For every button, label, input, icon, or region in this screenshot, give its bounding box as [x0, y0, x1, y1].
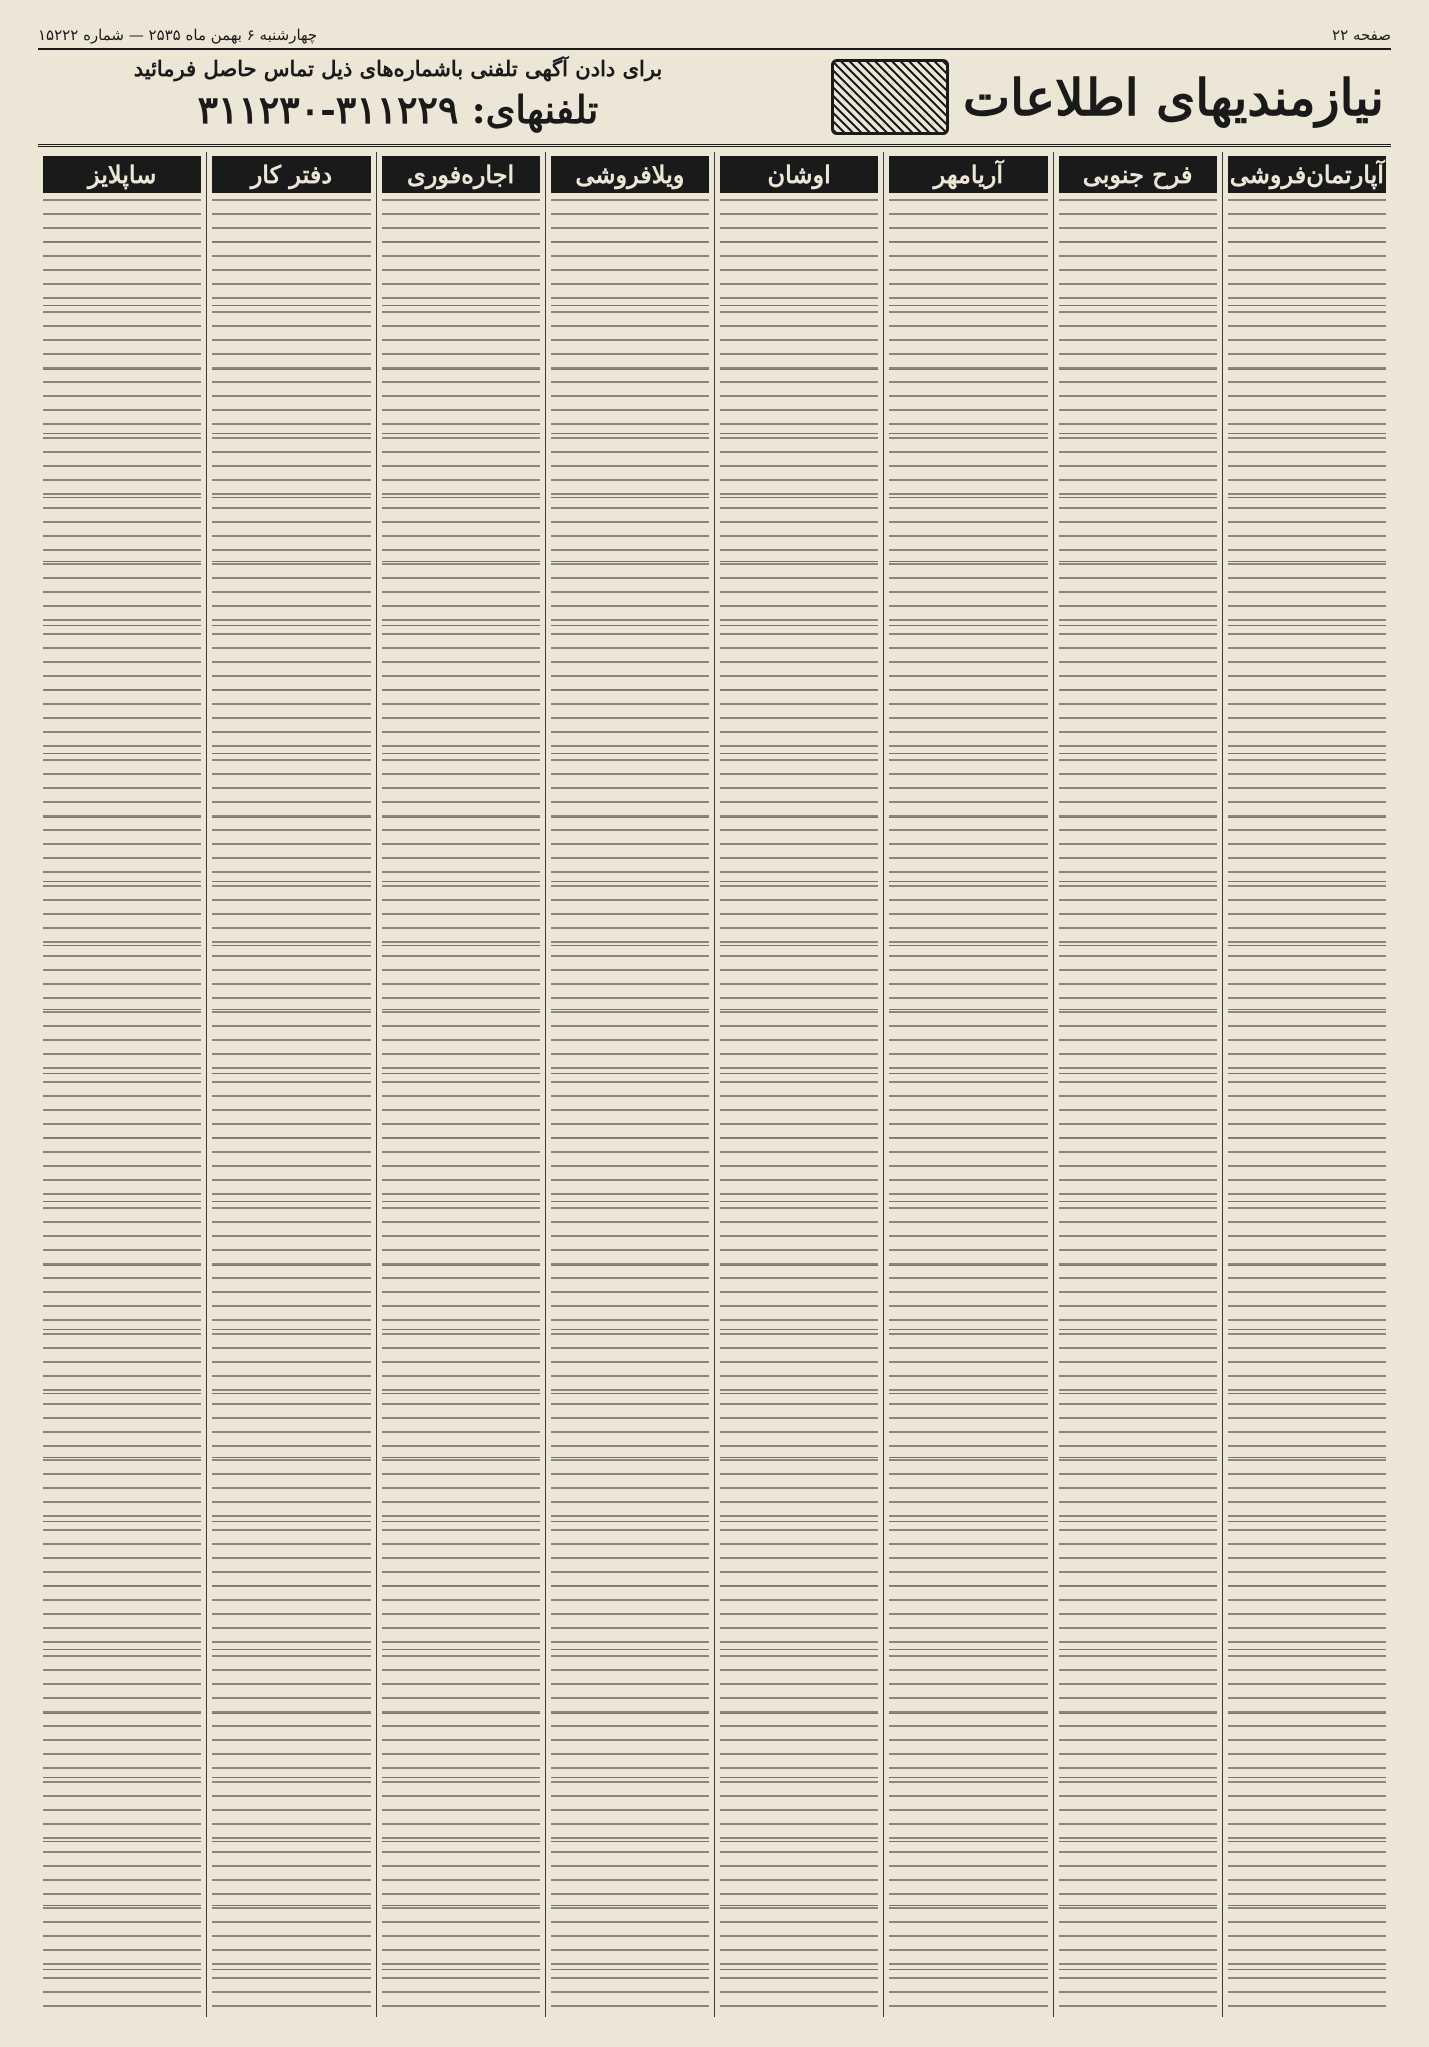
column-heading: آریامهر: [889, 156, 1047, 193]
column-heading: ویلافروشی: [551, 156, 709, 193]
column: [376, 152, 545, 2017]
ad-text-block: [212, 199, 370, 2017]
column: [545, 152, 714, 2017]
ad-phone-banner: [38, 56, 758, 140]
column-heading: اجاره‌فوری: [382, 156, 540, 193]
issue-info: چهارشنبه ۶ بهمن ماه ۲۵۳۵ — شماره ۱۵۲۲۲: [38, 26, 318, 44]
ad-text-block: [1059, 199, 1217, 2017]
page-number: صفحه ۲۲: [1332, 26, 1391, 44]
ettelaat-seal-icon: [831, 59, 949, 135]
phone-instruction: برای دادن آگهی تلفنی باشماره‌های ذیل تماس حاصل فرمائید: [133, 56, 663, 81]
ad-text-block: [43, 199, 201, 2017]
column-heading: اوشان: [720, 156, 878, 193]
classified-columns: [38, 152, 1391, 2017]
column: [714, 152, 883, 2017]
masthead: [38, 52, 1391, 147]
ad-text-block: [1228, 199, 1386, 2017]
ad-text-block: [382, 199, 540, 2017]
column-heading: فرح جنوبی: [1059, 156, 1217, 193]
ad-text-block: [551, 199, 709, 2017]
phone-numbers: تلفنهای: ۳۱۱۲۲۹-۳۱۱۲۳۰: [197, 87, 599, 132]
section-title: نیازمندیهای اطلاعات: [963, 67, 1384, 127]
ad-text-block: [889, 199, 1047, 2017]
column-heading: ساپلایز: [43, 156, 201, 193]
issue-line: [38, 22, 1391, 50]
column: [883, 152, 1052, 2017]
masthead-logo: [831, 56, 1391, 138]
column: [206, 152, 375, 2017]
column-heading: آپارتمان‌فروشی: [1228, 156, 1386, 193]
column: [1053, 152, 1222, 2017]
column: [38, 152, 206, 2017]
column-heading: دفتر کار: [212, 156, 370, 193]
column: [1222, 152, 1391, 2017]
ad-text-block: [720, 199, 878, 2017]
